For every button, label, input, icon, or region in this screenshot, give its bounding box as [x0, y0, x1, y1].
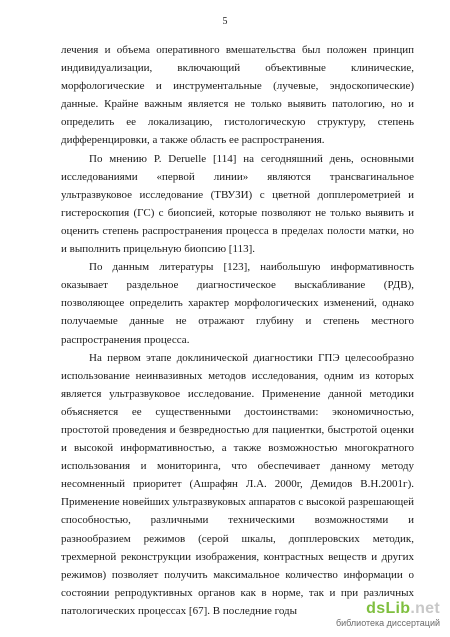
- watermark-logo: [320, 600, 440, 629]
- paragraph-3: По данным литературы [123], наибольшую информативность оказывает раздельное диагностическое выскабливание (РДВ), позволяющее определить характер морфологических изменений, однако получаемые данные не отражают глубину и степень местного распространения процесса.: [61, 261, 414, 346]
- document-body: [61, 41, 414, 620]
- paragraph-2: По мнению P. Deruelle [114] на сегодняшний день, основными исследованиями «первой линии» являются трансвагинальное ультразвуковое исследование (ТВУЗИ) с цветной допплерометрией и гистероскопия (ГС) с биопсией, которые позволяют не только выявить и оценить степень распространения процесса в пределах полости матки, но и выполнить прицельную биопсию [113].: [61, 152, 414, 256]
- watermark-logo-accent: .net: [410, 600, 440, 617]
- page-number: 5: [222, 16, 228, 27]
- paragraph-1: лечения и объема оперативного вмешательства был положен принцип индивидуализации, включающий объективные клинические, морфологические и инструментальные (лучевые, эндоскопические) данные. Крайне важным является не только выявить патологию, но и определить ее локализацию, гистологическую структуру, степень дифференцировки, а также область ее распространения.: [61, 44, 414, 147]
- paragraph-4: На первом этапе доклинической диагностики ГПЭ целесообразно использование неинвазивных методов исследования, одним из которых является ультразвуковое исследование. Применение данной методики объясняется ее существенными достоинствами: экономичностью, простотой проведения и безвредностью для пациентки, быстротой оценки и высокой информативностью, а также возможностью многократного использования и мониторинга, что обеспечивает данному методу несомненный приоритет (Ашрафян Л.А. 2000г, Демидов В.Н.2001г). Применение новейших ультразвуковых аппаратов с высокой разрешающей способностью, различными техническими возможностями и разнообразием режимов (серой шкалы, допплеровских методик, трехмерной реконструкции изображения, контрастных веществ и других режимов) позволяет получить максимальное количество информации о состоянии репродуктивных органов как в норме, так и при различных патологических процессах [67]. В последние годы: [61, 351, 414, 617]
- watermark-subtitle: библиотека диссертаций: [335, 618, 440, 628]
- watermark-logo-main: dsLib: [366, 600, 411, 617]
